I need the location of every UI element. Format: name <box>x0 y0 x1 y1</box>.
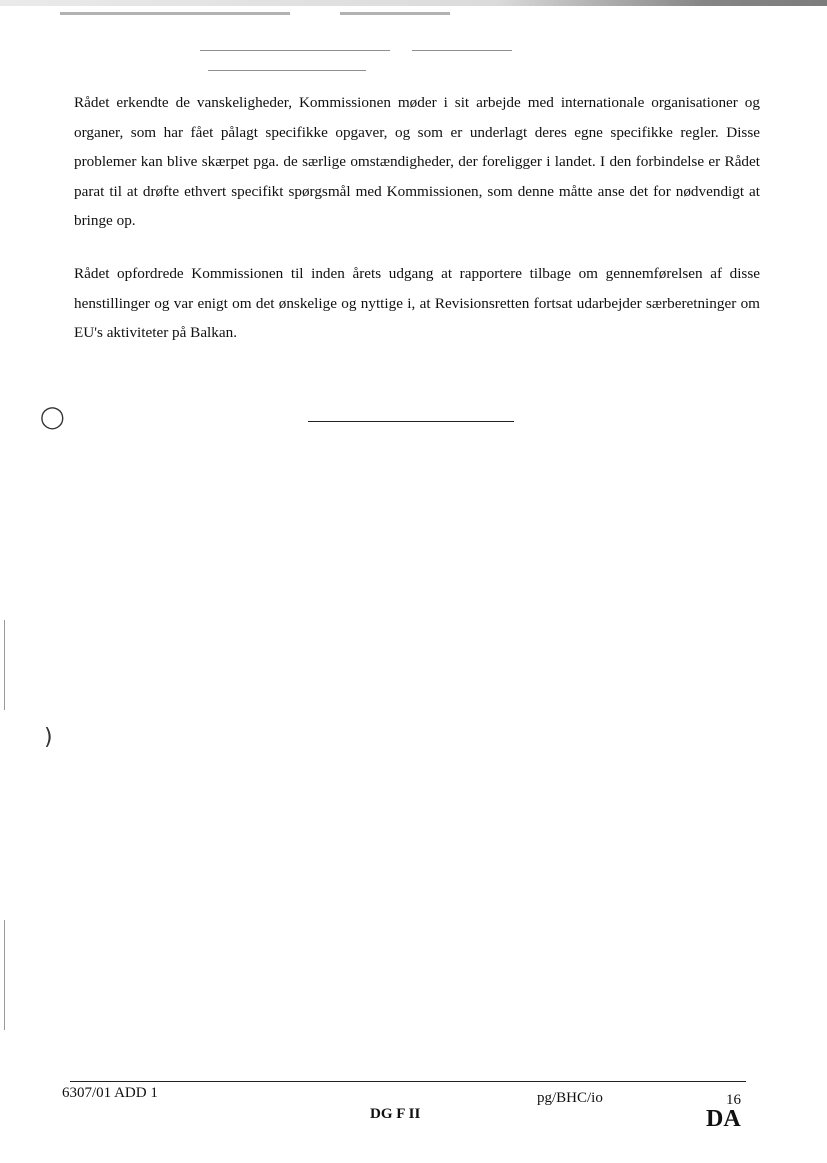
punch-hole-mark: ◯ <box>40 405 65 430</box>
body-paragraph: Rådet opfordrede Kommissionen til inden årets udgang at rapportere tilbage om gennemførelsen af disse henstillinger og var enigt om det ønskelige og nyttige i, at Revisionsretten fortsat udarbejder særberetninger om EU's aktiviteter på Balkan. <box>74 265 760 341</box>
scan-artifact-top-border <box>0 0 827 6</box>
end-separator-line <box>308 421 514 422</box>
scan-artifact-fax-header <box>60 12 290 15</box>
page-number: 16 <box>726 1092 741 1108</box>
scan-artifact-left-edge <box>4 620 5 710</box>
document-reference: 6307/01 ADD 1 <box>62 1085 158 1101</box>
scan-artifact-rule <box>200 50 390 51</box>
scan-artifact-rule <box>208 70 366 71</box>
scan-artifact-fax-header <box>340 12 450 15</box>
footer-rule <box>70 1081 746 1082</box>
directorate-code: DG F II <box>370 1106 421 1122</box>
scan-artifact-left-edge <box>4 920 5 1030</box>
language-code: DA <box>706 1106 741 1132</box>
scan-artifact-rule <box>412 50 512 51</box>
author-initials: pg/BHC/io <box>537 1090 603 1106</box>
body-paragraph: Rådet erkendte de vanskeligheder, Kommissionen møder i sit arbejde med internationale organisationer og organer, som har fået pålagt specifikke opgaver, og som er underlagt deres egne specifikke regler. Disse problemer kan blive skærpet pga. de særlige omstændigheder, der foreligger i landet. I den forbindelse er Rådet parat til at drøfte ethvert specifikt spørgsmål med Kommissionen, som denne måtte anse det for nødvendigt at bringe op. <box>74 94 760 229</box>
punch-hole-mark: ) <box>44 725 53 750</box>
